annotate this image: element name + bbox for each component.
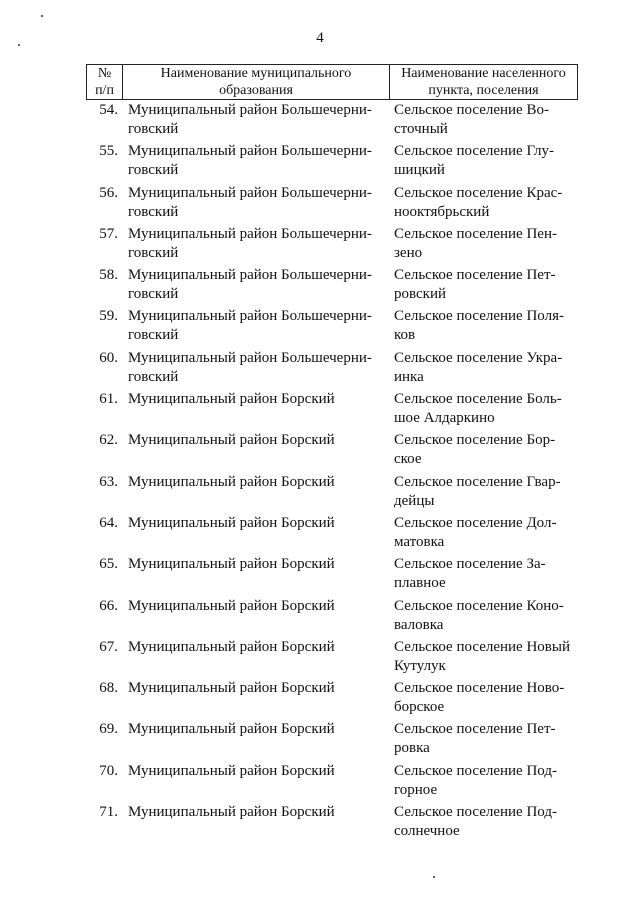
settlement-line: Сельское поселение Ново- [394,680,565,697]
row-number: 54. [99,102,118,118]
municipality-name [128,679,386,698]
municipality-line: Муниципальный район Борский [128,597,335,614]
municipality-line: говский [128,121,179,137]
settlement-name [394,473,578,511]
scan-speck [41,15,43,17]
settlement-line: Сельское поселение Гвар- [394,473,561,490]
municipality-line: Муниципальный район Борский [128,514,335,531]
municipality-name [128,101,386,139]
municipality-name [128,720,386,739]
table-row [0,225,640,266]
header-line: Наименование муниципального [160,66,352,81]
settlement-name [394,514,578,552]
municipality-name [128,390,386,409]
settlement-line: шицкий [394,162,445,179]
settlement-line: Кутулук [394,657,446,674]
municipality-name [128,555,386,574]
settlement-name [394,555,578,593]
municipality-name [128,597,386,616]
settlement-line: Сельское поселение Пен- [394,225,557,242]
settlement-name [394,225,578,263]
settlement-line: Сельское поселение Под- [394,804,557,821]
settlement-name [394,266,578,304]
settlement-line: дейцы [394,492,435,509]
settlement-name [394,307,578,345]
settlement-line: ровский [394,286,446,303]
municipality-name [128,349,386,387]
municipality-line: говский [128,368,179,385]
table-row [0,555,640,596]
table-row [0,762,640,803]
municipality-name [128,638,386,657]
municipality-line: Муниципальный район Большечерни- [128,102,372,118]
municipality-name [128,307,386,345]
table-row [0,184,640,225]
row-number: 61. [99,391,118,408]
table-row [0,390,640,431]
municipality-name [128,431,386,450]
settlement-line: плавное [394,575,446,592]
page-number: 4 [316,30,324,46]
settlement-line: Сельское поселение Поля- [394,308,564,325]
municipality-name [128,142,386,180]
row-number: 57. [99,225,118,242]
header-line: Наименование населенного [401,66,566,81]
header-line: № [97,66,112,81]
municipality-line: Муниципальный район Большечерни- [128,184,372,201]
settlement-line: Сельское поселение Новый [394,638,570,655]
table-header [86,64,578,100]
municipality-line: Муниципальный район Большечерни- [128,308,372,325]
municipality-line: Муниципальный район Борский [128,680,335,697]
municipality-line: говский [128,327,179,344]
municipality-name [128,762,386,781]
settlement-name [394,638,578,676]
municipality-line: Муниципальный район Большечерни- [128,143,372,160]
table-row [0,307,640,348]
table-row [0,597,640,638]
header-line: образования [219,83,293,98]
municipality-line: Муниципальный район Борский [128,804,335,821]
settlement-line: борское [394,699,445,716]
settlement-name [394,679,578,717]
municipality-line: говский [128,286,179,303]
municipality-line: Муниципальный район Борский [128,638,335,655]
settlement-line: Сельское поселение Глу- [394,143,554,160]
row-number: 66. [99,597,118,614]
row-number: 65. [99,556,118,573]
table-row [0,101,640,142]
row-number: 68. [99,680,118,697]
settlement-line: Сельское поселение Укра- [394,349,563,366]
settlement-line: ровка [394,740,430,757]
settlement-name [394,142,578,180]
row-number: 64. [99,514,118,531]
municipality-line: Муниципальный район Большечерни- [128,349,372,366]
municipality-line: Муниципальный район Борский [128,721,335,738]
header-line: пункта, поселения [428,83,539,98]
table-body [0,101,640,844]
table-row [0,638,640,679]
row-number: 55. [99,143,118,160]
settlement-line: горное [394,781,438,798]
settlement-line: инка [394,368,424,385]
row-number: 71. [99,804,118,821]
settlement-line: солнечное [394,823,460,840]
municipality-line: Муниципальный район Борский [128,556,335,573]
row-number: 60. [99,349,118,366]
settlement-name [394,349,578,387]
settlement-name [394,431,578,469]
settlement-name [394,390,578,428]
table-row [0,266,640,307]
settlement-line: Сельское поселение Во- [394,102,549,118]
municipality-line: Муниципальный район Большечерни- [128,225,372,242]
settlement-line: сточный [394,121,448,137]
municipality-line: Муниципальный район Борский [128,391,335,408]
settlement-line: ское [394,451,422,468]
municipality-line: Муниципальный район Борский [128,473,335,490]
header-number-column [87,65,123,99]
settlement-line: Сельское поселение Бор- [394,432,556,449]
row-number: 69. [99,721,118,738]
settlement-line: матовка [394,533,445,550]
row-number: 63. [99,473,118,490]
municipality-line: Муниципальный район Борский [128,432,335,449]
municipality-line: говский [128,203,179,220]
table-row [0,142,640,183]
table-row [0,514,640,555]
settlement-line: Сельское поселение Пет- [394,721,556,738]
municipality-name [128,803,386,822]
table-row [0,720,640,761]
settlement-name [394,184,578,222]
table-row [0,473,640,514]
scan-speck [433,876,435,878]
settlement-name [394,762,578,800]
row-number: 56. [99,184,118,201]
settlement-line: ков [394,327,416,344]
table-row [0,803,640,844]
settlement-line: Сельское поселение Крас- [394,184,563,201]
table-row [0,679,640,720]
header-line: п/п [95,83,114,98]
settlement-line: Сельское поселение Дол- [394,514,557,531]
settlement-line: Сельское поселение Коно- [394,597,564,614]
table-row [0,349,640,390]
settlement-name [394,101,578,139]
municipality-line: Муниципальный район Большечерни- [128,267,372,284]
municipality-name [128,473,386,492]
municipality-name [128,225,386,263]
municipality-name [128,514,386,533]
row-number: 67. [99,638,118,655]
municipality-line: говский [128,162,179,179]
settlement-line: Сельское поселение За- [394,556,546,573]
row-number: 58. [99,267,118,284]
row-number: 59. [99,308,118,325]
municipality-name [128,184,386,222]
settlement-line: Сельское поселение Под- [394,762,557,779]
row-number: 62. [99,432,118,449]
municipality-name [128,266,386,304]
settlement-line: Сельское поселение Пет- [394,267,556,284]
settlement-line: Сельское поселение Боль- [394,391,562,408]
municipality-line: говский [128,244,179,261]
settlement-line: нооктябрьский [394,203,490,220]
settlement-name [394,597,578,635]
settlement-line: шое Алдаркино [394,410,495,427]
header-settlement-column [390,65,577,99]
header-municipality-column [123,65,390,99]
municipality-line: Муниципальный район Борский [128,762,335,779]
table-row [0,431,640,472]
settlement-line: валовка [394,616,444,633]
settlement-name [394,720,578,758]
settlement-line: зено [394,244,423,261]
row-number: 70. [99,762,118,779]
settlement-name [394,803,578,841]
